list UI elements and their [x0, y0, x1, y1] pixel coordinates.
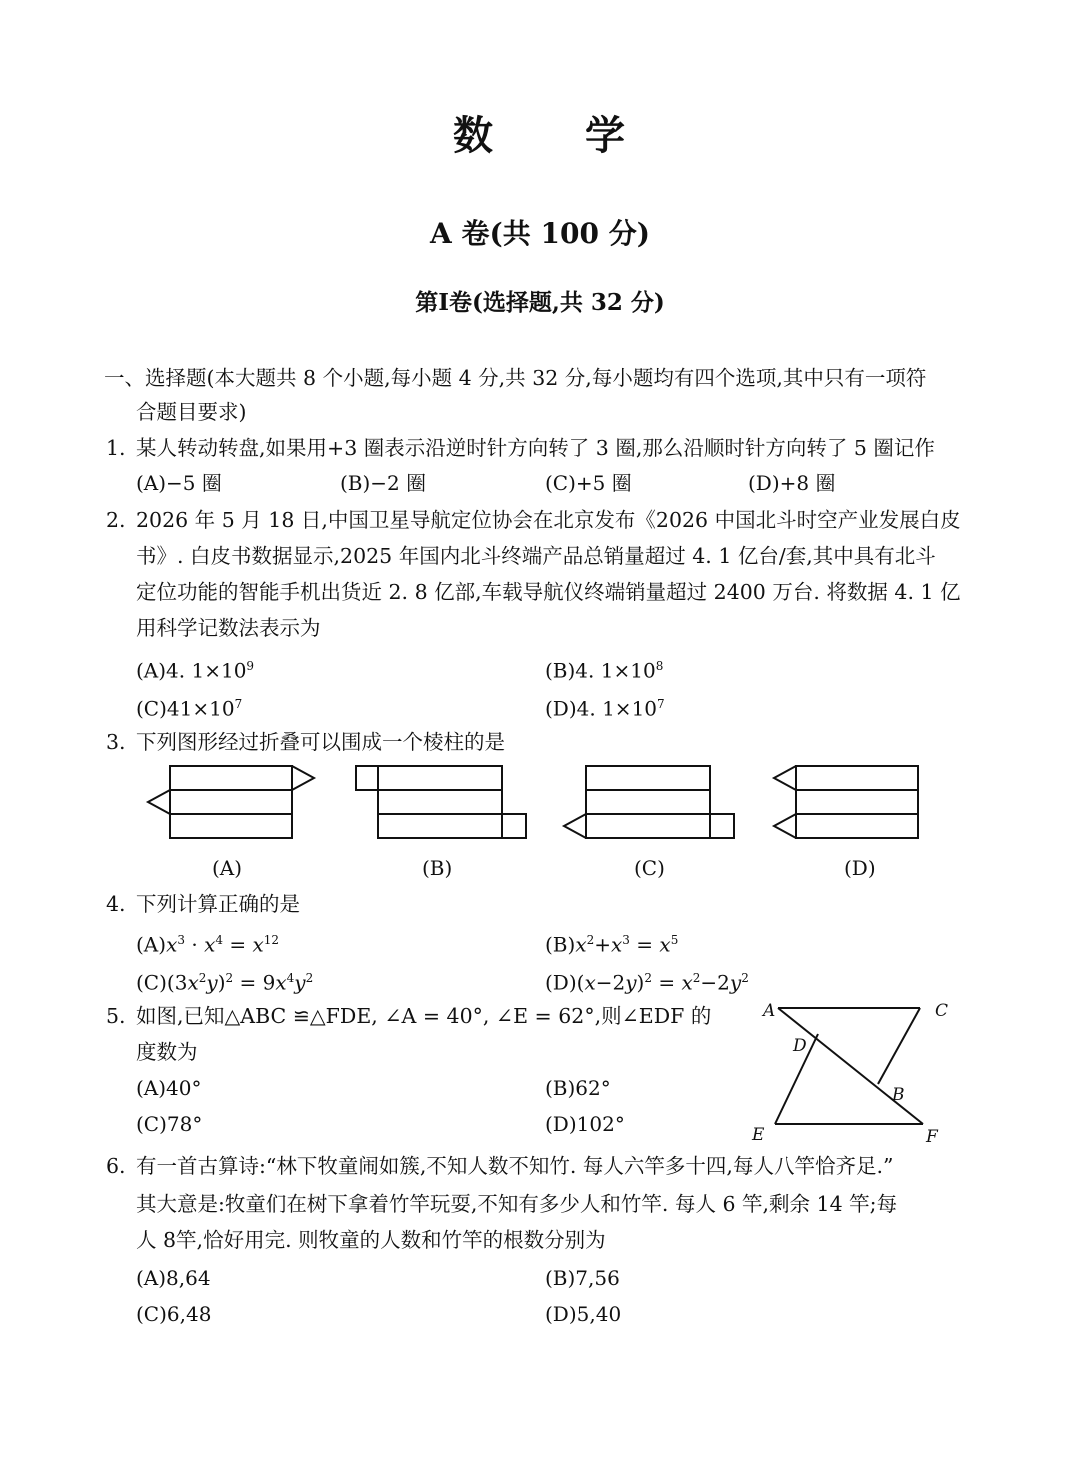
point-d-label: D — [793, 1036, 807, 1056]
q6-option-c: (C)6,48 — [136, 1302, 212, 1326]
point-a-label: A — [763, 1001, 776, 1021]
q3-figure-a — [148, 766, 314, 838]
q5-text1: 如图,已知△ABC ≌△FDE, ∠A = 40°, ∠E = 62°,则∠EDF 的 — [136, 1004, 712, 1028]
subsection-title: 第Ⅰ卷(选择题,共 32 分) — [415, 289, 665, 316]
q1-text: 某人转动转盘,如果用+3 圈表示沿逆时针方向转了 3 圈,那么沿顺时针方向转了 5 圈记作 — [136, 436, 935, 460]
q1-option-a: (A)−5 圈 — [136, 471, 222, 495]
page-title — [0, 104, 1080, 161]
q3-figure-c — [564, 766, 734, 838]
q1-option-c: (C)+5 圈 — [545, 471, 632, 495]
q1-number: 1. — [106, 436, 126, 460]
point-b-label: B — [892, 1085, 905, 1105]
q6-line2: 其大意是:牧童们在树下拿着竹竿玩耍,不知有多少人和竹竿. 每人 6 竿,剩余 14 竿;每 — [136, 1192, 898, 1216]
point-e-label: E — [752, 1125, 765, 1145]
instructions-line2: 合题目要求) — [136, 400, 247, 424]
q3-label-b: (B) — [422, 856, 453, 880]
q3-label-d: (D) — [844, 856, 876, 880]
q2-option-b: (B)4. $1\times 10^8$ — [545, 658, 664, 683]
title-right: 学 — [585, 112, 627, 159]
q3-figures — [140, 758, 930, 848]
q2-number: 2. — [106, 508, 126, 532]
q3-figure-b — [356, 766, 526, 838]
q2-line3: 定位功能的智能手机出货近 2. 8 亿部,车载导航仪终端销量超过 2400 万台. 将数据 4. 1 亿 — [136, 580, 961, 604]
q3-number: 3. — [106, 730, 126, 754]
q3-label-c: (C) — [634, 856, 665, 880]
q5-option-a: (A)40° — [136, 1076, 202, 1100]
q4-option-d: $(D)(x-2y)^2 = x^2-2y^2$ — [545, 970, 749, 995]
q6-option-b: (B)7,56 — [545, 1266, 620, 1290]
q3-text: 下列图形经过折叠可以围成一个棱柱的是 — [136, 730, 505, 754]
q6-option-a: (A)8,64 — [136, 1266, 211, 1290]
q2-option-c: $(C)41\times 10^7$ — [136, 696, 243, 721]
q5-triangle-figure — [748, 996, 968, 1146]
q2-option-d: (D)4. $1\times 10^7$ — [545, 696, 665, 721]
q4-text: 下列计算正确的是 — [136, 892, 300, 916]
q6-number: 6. — [106, 1154, 126, 1178]
q4-option-a: $(A)x^3 \cdot x^4 = x^{12}$ — [136, 932, 280, 957]
point-c-label: C — [935, 1001, 949, 1021]
q4-option-c: $(C)(3x^2y)^2 = 9x^4y^2$ — [136, 970, 314, 995]
q6-line1: 有一首古算诗:“林下牧童闹如簇,不知人数不知竹. 每人六竿多十四,每人八竿恰齐足.” — [136, 1154, 894, 1178]
q5-option-c: (C)78° — [136, 1112, 203, 1136]
q6-option-d: (D)5,40 — [545, 1302, 622, 1326]
q5-option-d: (D)102° — [545, 1112, 625, 1136]
q2-line2: 书》. 白皮书数据显示,2025 年国内北斗终端产品总销量超过 4. 1 亿台/套,其中具有北斗 — [136, 544, 936, 568]
q2-option-a: (A)4. $1\times 10^9$ — [136, 658, 255, 683]
q5-text2: 度数为 — [136, 1040, 198, 1064]
q2-line4: 用科学记数法表示为 — [136, 616, 321, 640]
q4-option-b: $(B)x^2+x^3 = x^5$ — [545, 932, 679, 957]
q6-line3: 人 8竿,恰好用完. 则牧童的人数和竹竿的根数分别为 — [136, 1228, 606, 1252]
q3-label-a: (A) — [212, 856, 243, 880]
instructions-line1: 一、选择题(本大题共 8 个小题,每小题 4 分,共 32 分,每小题均有四个选项,其中只有一项符 — [104, 366, 927, 390]
line-af — [778, 1008, 923, 1124]
point-f-label: F — [926, 1127, 938, 1146]
section-title: A 卷(共 100 分) — [430, 217, 650, 250]
q3-figure-d — [774, 766, 918, 838]
q5-number: 5. — [106, 1004, 126, 1028]
title-left: 数 — [453, 112, 495, 159]
q4-number: 4. — [106, 892, 126, 916]
q2-line1: 2026 年 5 月 18 日,中国卫星导航定位协会在北京发布《2026 中国北斗时空产业发展白皮 — [136, 508, 961, 532]
q1-option-d: (D)+8 圈 — [748, 471, 836, 495]
q1-option-b: (B)−2 圈 — [340, 471, 427, 495]
q5-option-b: (B)62° — [545, 1076, 611, 1100]
line-cb — [878, 1008, 920, 1084]
